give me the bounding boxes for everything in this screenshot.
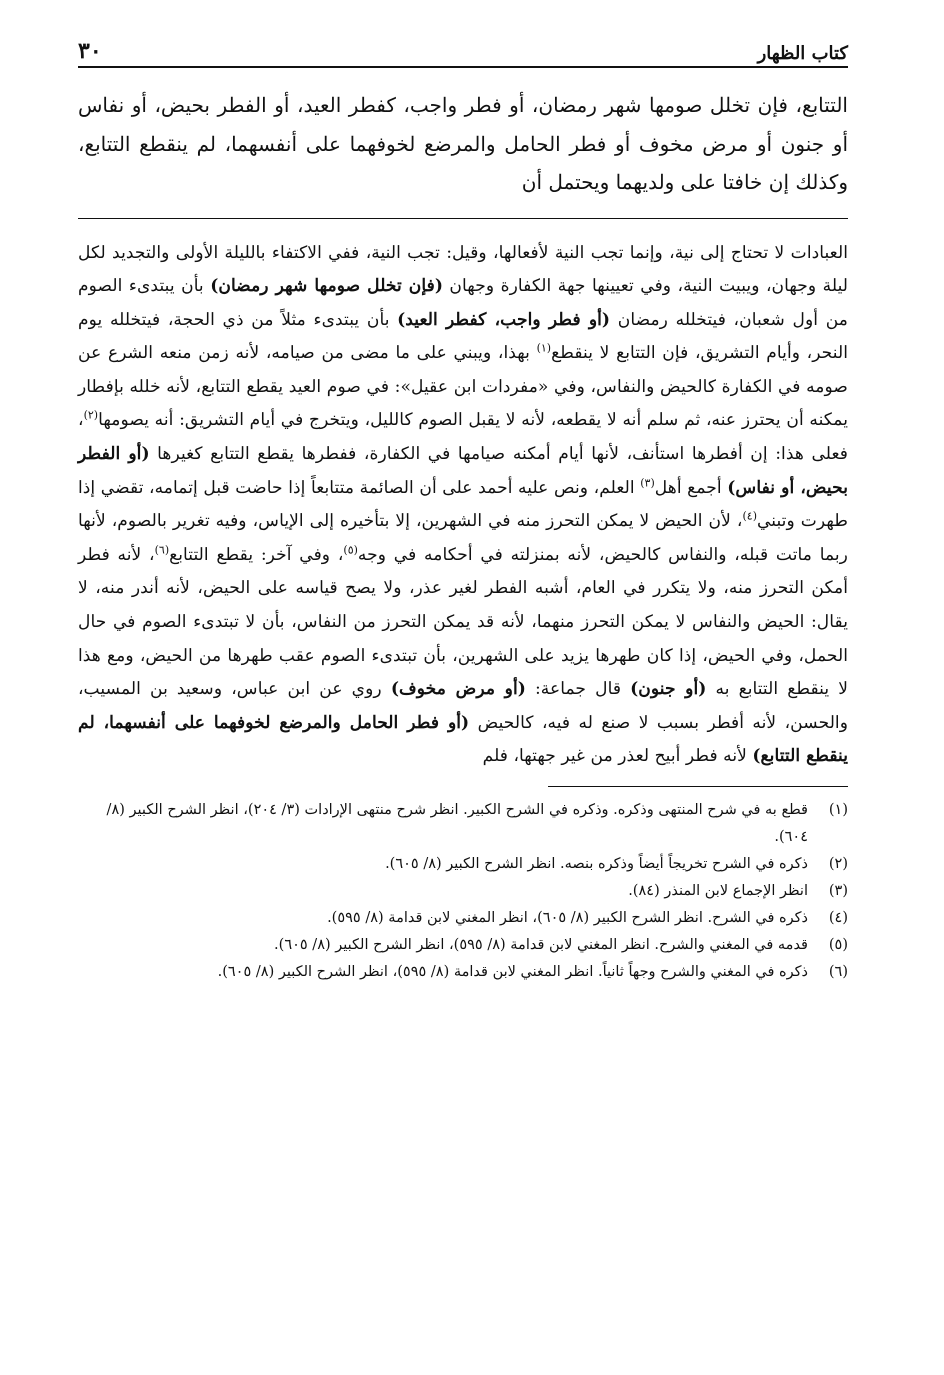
page-header (78, 30, 848, 68)
footnote (78, 932, 848, 959)
bold-quote: (أو جنون) (630, 679, 707, 700)
footnote-ref: (٥) (343, 543, 358, 557)
bold-quote: (أو الفطر بحيض، أو نفاس) (78, 444, 848, 498)
commentary-segment: أجمع أهل (654, 477, 728, 498)
footnote-ref: (٤) (742, 509, 757, 523)
footnote-text: قطع به في شرح المنتهى وذكره. وذكره في الشرح الكبير. انظر شرح منتهى الإرادات (٣/ ٢٠٤)، انظر الشرح الكبير (٨/ ٦٠٤). (106, 802, 808, 845)
page-number: ٣٠ (78, 38, 102, 64)
footnote (78, 905, 848, 932)
main-text: التتابع، فإن تخلل صومها شهر رمضان، أو فطر واجب، كفطر العيد، أو الفطر بحيض، أو نفاس أو جنون أو مرض مخوف أو فطر الحامل والمرضع لخوفهما على أنفسهما، لم ينقطع التتابع، وكذلك إن خافتا على ولديهما ويحتمل أن (78, 93, 848, 194)
footnote-text: قدمه في المغني والشرح. انظر المغني لابن قدامة (٨/ ٥٩٥)، انظر الشرح الكبير (٨/ ٦٠٥). (274, 937, 808, 953)
footnote-number: (٢) (828, 856, 848, 872)
footnote-text: ذكره في الشرح. انظر الشرح الكبير (٨/ ٦٠٥)، انظر المغني لابن قدامة (٨/ ٥٩٥). (327, 910, 808, 926)
commentary-block (78, 237, 848, 775)
footnote-text: ذكره في الشرح تخريجاً أيضاً وذكره بنصه. انظر الشرح الكبير (٨/ ٦٠٥). (385, 856, 808, 872)
footnotes-list (78, 797, 848, 986)
footnote-ref: (٢) (83, 408, 99, 422)
footnote (78, 797, 848, 851)
footnote-number: (١) (828, 802, 848, 818)
commentary-segment: بأن يبتدىء مثلاً من ذي الحجة، فيتخلله يوم النحر، وأيام التشريق، فإن التتابع لا ينقطع (78, 309, 848, 364)
book-page (78, 30, 848, 986)
bold-quote: (أو مرض مخوف) (390, 679, 526, 700)
footnote-ref: (٣) (640, 475, 655, 489)
commentary-segment: ، فعلى هذا: إن أفطرها استأنف، لأنها أيام أمكنه صيامها في الكفارة، ففطرها يقطع التتابع كغيرها (78, 410, 849, 465)
footnote-number: (٦) (828, 964, 848, 980)
commentary-segment: العلم، ونص عليه أحمد على أن الصائمة متتابعاً إذا حاضت قبل إتمامه، تقضي إذا طهرت وتبني (78, 477, 848, 532)
commentary-segment: ، لأن الحيض لا يمكن التحرز منه في الشهرين، إلا بتأخيره إلى الإياس، وفيه تغرير بالصوم، لأنها ربما ماتت قبله، والنفاس كالحيض، لأنه بمنزلته في أحكامه في وجه (78, 511, 848, 565)
bold-quote: (أو فطر الحامل والمرضع لخوفهما على أنفسهما، لم ينقطع التتابع) (78, 712, 848, 767)
commentary-segment: ، لأنه فطر أمكن التحرز منه، ولا يتكرر في العام، أشبه الفطر لغير عذر، ولا يصح قياسه على الحيض، لأنه أندر منه، لا يقال: الحيض والنفاس لا يمكن التحرز منهما، لأنه قد يمكن التحرز من النفاس، بأن لا تبتدىء الصوم في حال الحمل، وفي الحيض، إذا كان طهرها يزيد على الشهرين، بأن تبتدىء الصوم عقب طهرها من الحيض، ومع هذا لا ينقطع التتابع به (78, 544, 849, 700)
footnote (78, 959, 848, 986)
commentary-segment: العبادات لا تحتاج إلى نية، وإنما تجب النية لأفعالها، وقيل: تجب النية، ففي الاكتفاء بالليلة الأولى والتجديد لكل ليلة وجهان، ويبيت النية، وفي تعيينها جهة الكفارة وجهان (78, 242, 849, 297)
commentary-segment: بأن يبتدىء الصوم من أول شعبان، فيتخلله رمضان (78, 276, 848, 330)
commentary-segment: قال جماعة: (525, 679, 631, 700)
footnote-number: (٣) (828, 883, 848, 899)
book-section-title: كتاب الظهار (757, 43, 848, 64)
footnote-ref: (١) (536, 341, 552, 355)
footnote-number: (٤) (828, 910, 848, 926)
commentary-segment: بهذا، ويبني على ما مضى من صيامه، لأنه زمن منعه الشرع عن صومه في الكفارة كالحيض والنفاس، وفي «مفردات ابن عقيل»: في صوم العيد يقطع التتابع، لأنه خلله بإفطار يمكنه أن يحترز عنه، ثم سلم أنه لا يقطعه، لأنه لا يقبل الصوم كالليل، ويتخرج في أيام التشريق: أنه يصومها (78, 343, 848, 431)
footnote (78, 878, 848, 905)
commentary-segment: لأنه فطر أبيح لعذر من غير جهتها، فلم (482, 746, 753, 767)
commentary-text (78, 237, 848, 775)
footnote-text: ذكره في المغني والشرح وجهاً ثانياً. انظر المغني لابن قدامة (٨/ ٥٩٥)، انظر الشرح الكبير (٨/ ٦٠٥). (217, 964, 808, 980)
bold-quote: (أو فطر واجب، كفطر العيد) (397, 309, 611, 330)
footnote-text: انظر الإجماع لابن المنذر (٨٤). (628, 883, 808, 899)
footnote-ref: (٦) (154, 543, 170, 557)
bold-quote: (فإن تخلل صومها شهر رمضان) (210, 276, 443, 297)
footnote (78, 851, 848, 878)
footnote-number: (٥) (828, 937, 848, 953)
main-text-block (78, 86, 848, 202)
text-divider (78, 218, 848, 219)
footnote-divider (548, 786, 848, 787)
commentary-segment: ، وفي آخر: يقطع التتابع (169, 544, 344, 565)
commentary-segment: روي عن ابن عباس، وسعيد بن المسيب، والحسن، لأنه أفطر بسبب لا صنع له فيه، كالحيض (78, 679, 849, 733)
